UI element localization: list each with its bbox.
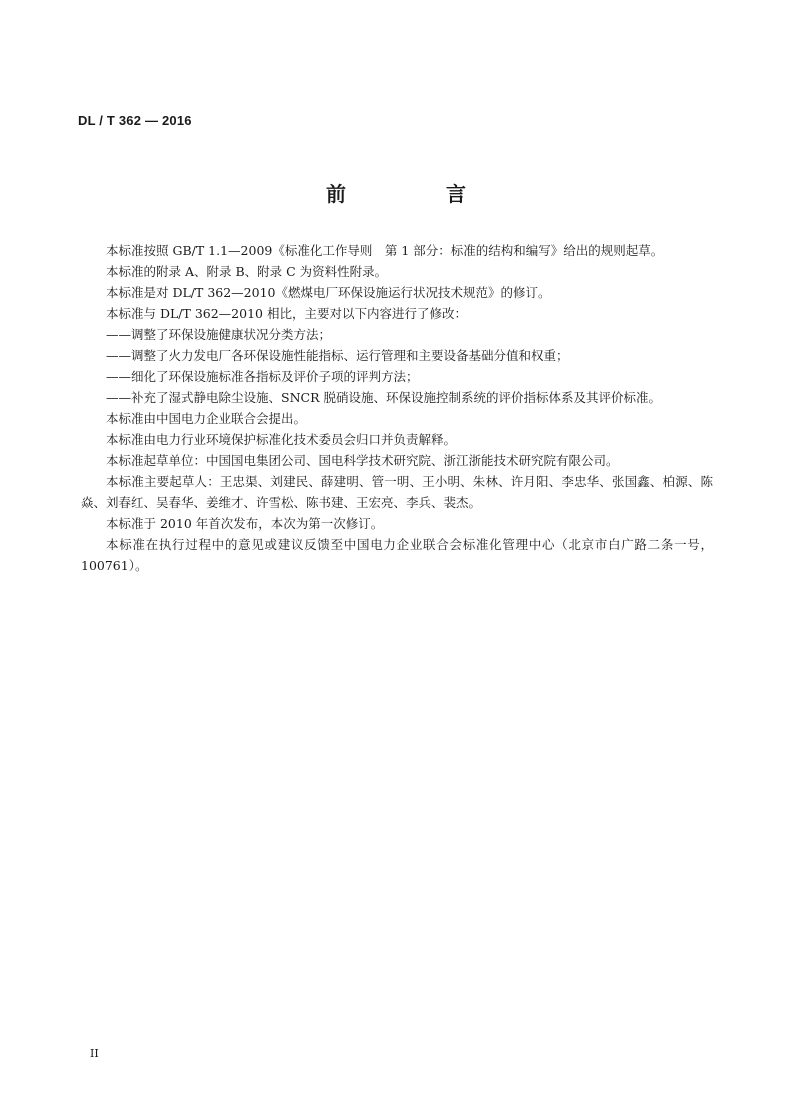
paragraph-changes-intro: 本标准与 DL/T 362—2010 相比，主要对以下内容进行了修改： bbox=[106, 306, 467, 321]
paragraph-proposed-by: 本标准由中国电力企业联合会提出。 bbox=[106, 411, 307, 426]
paragraph-appendices: 本标准的附录 A、附录 B、附录 C 为资料性附录。 bbox=[106, 264, 388, 279]
change-item-weights: ——调整了火力发电厂各环保设施性能指标、运行管理和主要设备基础分值和权重； bbox=[106, 348, 569, 363]
standard-code-header: DL / T 362 — 2016 bbox=[78, 113, 192, 128]
page-title: 前 言 bbox=[326, 182, 506, 206]
change-item-evaluation-methods: ——细化了环保设施标准各指标及评价子项的评判方法； bbox=[106, 369, 419, 384]
paragraph-administered-by: 本标准由电力行业环境保护标准化技术委员会归口并负责解释。 bbox=[106, 432, 457, 447]
paragraph-drafting-units: 本标准起草单位：中国国电集团公司、国电科学技术研究院、浙江浙能技术研究院有限公司。 bbox=[106, 453, 619, 468]
paragraph-feedback: 本标准在执行过程中的意见或建议反馈至中国电力企业联合会标准化管理中心（北京市白广路二条一号，100761）。 bbox=[81, 537, 713, 573]
page-number: II bbox=[90, 1047, 99, 1060]
paragraph-drafters: 本标准主要起草人：王忠渠、刘建民、薛建明、管一明、王小明、朱林、许月阳、李忠华、张国鑫、柏源、陈焱、刘春红、吴春华、姜维才、许雪松、陈书建、王宏亮、李兵、裴杰。 bbox=[81, 474, 713, 510]
change-item-classification: ——调整了环保设施健康状况分类方法； bbox=[106, 327, 332, 342]
paragraph-drafting-rules: 本标准按照 GB/T 1.1—2009《标准化工作导则 第 1 部分：标准的结构和编写》给出的规则起草。 bbox=[106, 243, 664, 258]
paragraph-revision-of: 本标准是对 DL/T 362—2010《燃煤电厂环保设施运行状况技术规范》的修订。 bbox=[106, 285, 551, 300]
change-item-new-facilities: ——补充了湿式静电除尘设施、SNCR 脱硝设施、环保设施控制系统的评价指标体系及其评价标准。 bbox=[106, 390, 661, 405]
foreword-body bbox=[81, 240, 713, 576]
paragraph-release-history: 本标准于 2010 年首次发布，本次为第一次修订。 bbox=[106, 516, 384, 531]
